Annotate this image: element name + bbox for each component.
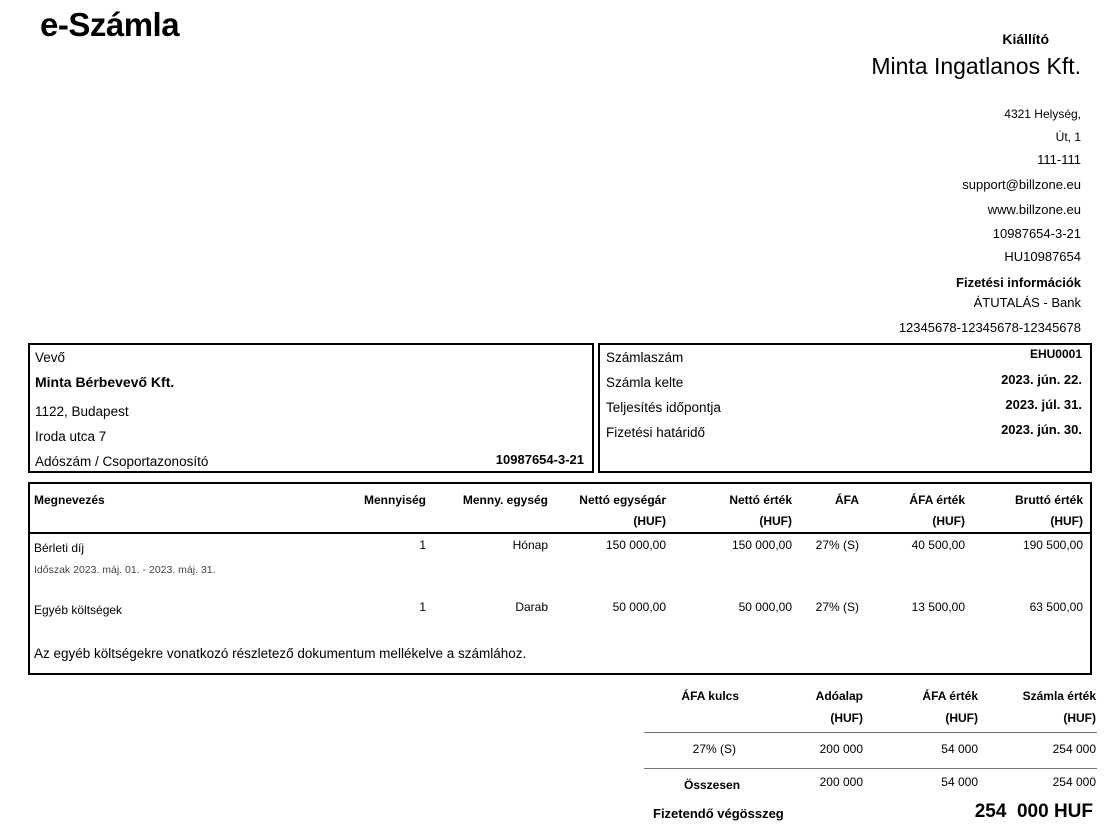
payment-info-label: Fizetési információk (956, 275, 1081, 290)
item-unit-price: 150 000,00 (605, 538, 666, 552)
header-gross-currency: (HUF) (1050, 514, 1083, 528)
header-unit-price: Nettó egységár (579, 493, 666, 507)
buyer-address-line2: Iroda utca 7 (35, 429, 107, 444)
item-unit: Darab (515, 600, 548, 614)
header-qty: Mennyiség (363, 493, 426, 507)
header-divider (30, 532, 1090, 534)
buyer-tax-number: 10987654-3-21 (495, 452, 584, 467)
summary-header-total-currency: (HUF) (1063, 711, 1096, 725)
header-vat: ÁFA (835, 493, 859, 507)
header-gross: Bruttó érték (1014, 493, 1083, 507)
issuer-address-line1: 4321 Helység, (1004, 107, 1081, 121)
summary-vat: 54 000 (941, 742, 978, 756)
header-unit: Menny. egység (462, 493, 548, 507)
item-net: 50 000,00 (738, 600, 792, 614)
issuer-address-line2: Út, 1 (1055, 130, 1081, 144)
summary-total-label: Összesen (684, 778, 741, 792)
header-net: Nettó érték (729, 493, 792, 507)
issuer-website: www.billzone.eu (987, 202, 1081, 217)
item-unit-price: 50 000,00 (612, 600, 666, 614)
item-qty: 1 (419, 600, 426, 614)
header-vat-amount-currency: (HUF) (932, 514, 965, 528)
item-unit: Hónap (512, 538, 548, 552)
items-note: Az egyéb költségekre vonatkozó részletező dokumentum mellékelve a számlához. (34, 646, 527, 661)
items-table (28, 482, 1092, 675)
item-name: Bérleti díj (34, 541, 85, 555)
item-gross: 63 500,00 (1029, 600, 1083, 614)
summary-divider-bottom (644, 768, 1097, 769)
summary-total-amount: 254 000 (1052, 775, 1096, 789)
payment-method: ÁTUTALÁS - Bank (973, 295, 1081, 310)
buyer-name: Minta Bérbevevő Kft. (35, 374, 175, 390)
issuer-label: Kiállító (1002, 31, 1049, 47)
summary-header-vat: ÁFA érték (922, 689, 978, 703)
item-net: 150 000,00 (731, 538, 792, 552)
item-vat: 27% (S) (815, 600, 859, 614)
invoice-number: EHU0001 (1029, 347, 1082, 361)
due-date-label: Fizetési határidő (606, 425, 706, 440)
summary-total-base: 200 000 (819, 775, 863, 789)
issuer-phone: 111-111 (1037, 152, 1081, 167)
buyer-tax-label: Adószám / Csoportazonosító (35, 454, 209, 469)
invoice-meta-box (598, 343, 1092, 473)
fulfillment-date: 2023. júl. 31. (1005, 397, 1082, 412)
summary-total: 254 000 (1052, 742, 1096, 756)
summary-header-base-currency: (HUF) (830, 711, 863, 725)
summary-total-vat: 54 000 (941, 775, 978, 789)
item-period: Időszak 2023. máj. 01. - 2023. máj. 31. (34, 564, 216, 576)
summary-base: 200 000 (819, 742, 863, 756)
document-title: e-Számla (40, 6, 180, 43)
issuer-email: support@billzone.eu (962, 177, 1081, 192)
issue-date: 2023. jún. 22. (1001, 372, 1082, 387)
summary-header-base: Adóalap (815, 689, 863, 703)
item-vat: 27% (S) (815, 538, 859, 552)
header-unit-price-currency: (HUF) (633, 514, 666, 528)
payable-label: Fizetendő végösszeg (653, 806, 784, 821)
bank-account: 12345678-12345678-12345678 (898, 320, 1081, 335)
summary-divider-top (644, 732, 1097, 733)
buyer-box (28, 343, 594, 473)
summary-header-rate: ÁFA kulcs (681, 689, 739, 703)
item-vat-amount: 40 500,00 (911, 538, 965, 552)
item-gross: 190 500,00 (1022, 538, 1083, 552)
header-name: Megnevezés (34, 493, 105, 507)
payable-amount: 254 000 HUF (974, 801, 1093, 822)
header-vat-amount: ÁFA érték (909, 493, 965, 507)
buyer-address-line1: 1122, Budapest (35, 404, 129, 419)
summary-rate: 27% (S) (692, 742, 736, 756)
item-qty: 1 (419, 538, 426, 552)
issuer-name: Minta Ingatlanos Kft. (871, 53, 1081, 79)
due-date: 2023. jún. 30. (1001, 422, 1082, 437)
issue-date-label: Számla kelte (606, 375, 684, 390)
summary-header-vat-currency: (HUF) (945, 711, 978, 725)
fulfillment-label: Teljesítés időpontja (606, 400, 721, 415)
issuer-eu-tax-number: HU10987654 (1004, 249, 1081, 264)
header-net-currency: (HUF) (759, 514, 792, 528)
issuer-tax-number: 10987654-3-21 (992, 226, 1081, 241)
item-name: Egyéb költségek (34, 603, 123, 617)
summary-header-total: Számla érték (1022, 689, 1096, 703)
invoice-number-label: Számlaszám (606, 350, 684, 365)
item-vat-amount: 13 500,00 (911, 600, 965, 614)
buyer-label: Vevő (35, 350, 66, 365)
